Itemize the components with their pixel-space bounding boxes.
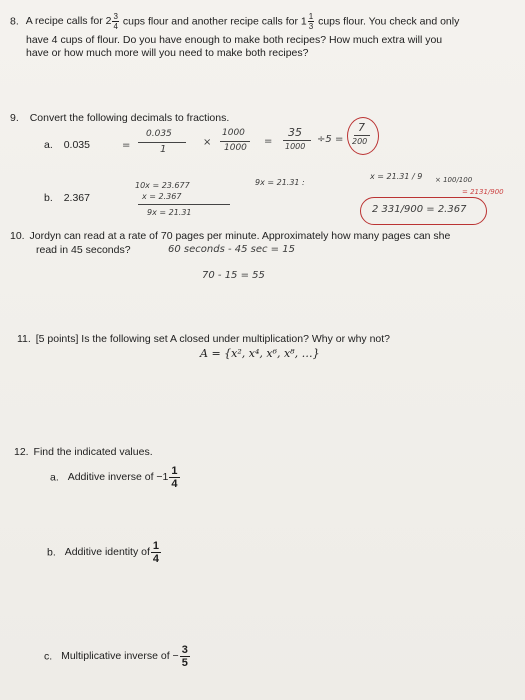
q12-b-label: b. (47, 546, 56, 559)
q10-number: 10. (10, 230, 25, 242)
hw-9b-bar (138, 204, 230, 205)
q11-set: A = {x², x⁴, x⁶, x⁸, …} (200, 347, 320, 360)
hw-9a-eq3: = (335, 134, 344, 145)
q12-a (50, 465, 180, 490)
hw-9b-l2: x = 2.367 (142, 192, 182, 201)
hw-9a-den1: 1 (160, 144, 167, 155)
hw-9a-den3: 1000 (285, 142, 306, 151)
q9-prompt (10, 112, 229, 125)
q12-a-text: Additive inverse of −1 (67, 471, 169, 484)
q9-b-value: 2.367 (63, 192, 90, 204)
q9-b (44, 192, 90, 205)
hw-9a-num2: 1000 (222, 128, 245, 138)
q12-b-text: Additive identity of (64, 546, 150, 559)
hw-9a-bar3 (283, 140, 311, 141)
q9-number: 9. (10, 112, 19, 124)
hw-10-line2: 70 - 15 = 55 (202, 270, 265, 281)
hw-9a-div: ÷5 (317, 134, 332, 145)
q8-frac2: $\frac{1}{3}$ (308, 12, 314, 31)
q12-a-frac: $\frac{1}{4}$ (171, 465, 178, 490)
hw-9a-num4: 7 (358, 121, 365, 134)
q10-line2: read in 45 seconds? (36, 244, 131, 256)
q9-a-label: a. (44, 139, 53, 151)
hw-9b-mid: 9x = 21.31 : (255, 178, 305, 187)
q12-c-frac: $\frac{3}{5}$ (181, 644, 188, 669)
q8-frac1: $\frac{3}{4}$ (113, 12, 118, 31)
q8-line2: have 4 cups of flour. Do you have enough to make both recipes? How much extra will you (26, 34, 443, 46)
q9-b-label: b. (44, 192, 53, 204)
hw-9a-bar2 (220, 141, 250, 142)
hw-9a-eq: = (122, 140, 131, 151)
q12-c-text: Multiplicative inverse of − (61, 650, 179, 663)
hw-9b-l3: 9x = 21.31 (147, 208, 192, 217)
q12-number: 12. (14, 446, 29, 458)
q9-text: Convert the following decimals to fractions. (29, 112, 230, 124)
hw-9a-bar1 (138, 142, 186, 143)
q11-text: [5 points] Is the following set A closed under multiplication? Why or why not? (35, 333, 391, 345)
hw-9b-mult: × 100/100 (435, 176, 473, 184)
hw-9a-times: × (203, 137, 212, 148)
q8-line1 (10, 12, 515, 31)
q11-number: 11. (17, 333, 31, 345)
q12-a-label: a. (50, 471, 59, 484)
q8-text-a: A recipe calls for 2 (25, 15, 112, 28)
hw-9a-den2: 1000 (224, 143, 247, 153)
q11-prompt (17, 333, 522, 346)
q8-line3: have or how much more will you need to make both recipes? (26, 47, 309, 59)
hw-9b-res: = 2131/900 (462, 188, 504, 196)
q10-line1 (10, 230, 520, 243)
q12-b-frac: $\frac{1}{4}$ (152, 540, 160, 565)
hw-9b-xeq: x = 21.31 / 9 (370, 172, 423, 181)
hw-9a-bar4 (354, 135, 370, 136)
hw-9a-eq2: = (264, 136, 273, 147)
hw-9b-l1: 10x = 23.677 (135, 181, 190, 190)
q12-b (47, 540, 161, 565)
q8-text-b: cups flour and another recipe calls for 1 (119, 15, 307, 28)
hw-9b-ans: 2 331/900 = 2.367 (372, 204, 467, 215)
hw-9a-den4: 200 (352, 137, 368, 146)
q12-prompt (14, 446, 153, 459)
q8-text-c: cups flour. You check and only (315, 15, 460, 28)
q8-number: 8. (10, 15, 19, 28)
q9-a-value: 0.035 (63, 139, 90, 151)
q12-text: Find the indicated values. (33, 446, 153, 458)
hw-9a-num3: 35 (288, 126, 302, 139)
q12-c (44, 644, 190, 669)
q12-c-label: c. (44, 650, 53, 663)
q9-a (44, 139, 90, 152)
q10-text: Jordyn can read at a rate of 70 pages per minute. Approximately how many pages can she (29, 230, 451, 242)
hw-9a-num1: 0.035 (146, 129, 172, 139)
hw-10-line1: 60 seconds - 45 sec = 15 (168, 244, 295, 255)
